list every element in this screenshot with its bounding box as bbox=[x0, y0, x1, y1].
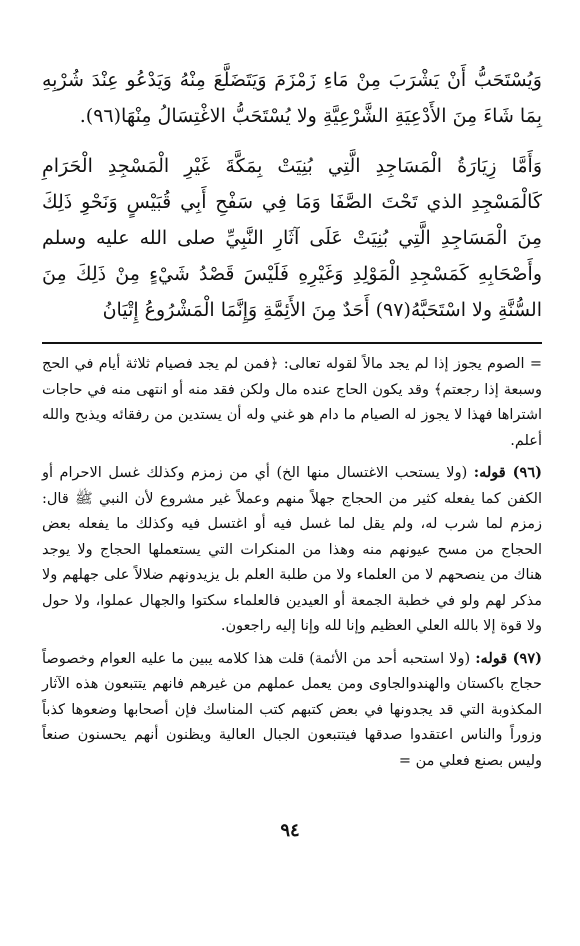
footnote-continuation: = الصوم يجوز إذا لم يجد مالاً لقوله تعالى: ﴿فمن لم يجد فصيام ثلاثة أيام في الحج وسبعة إذا رجعتم﴾ وقد يكون الحاج عنده مال ولكن فقد منه أو انتهى منه في حاجات اشتراها فهذا لا يجوز له الصيام ما دام هو غني وله أن يستدين من رفقائه ويذبح والله أعلم. bbox=[42, 356, 542, 449]
footnote-divider bbox=[42, 342, 542, 344]
main-paragraph-2: وَأَمَّا زِيَارَةُ الْمَسَاجِدِ الَّتِي بُنِيَتْ بِمَكَّةَ غَيْرِ الْمَسْجِدِ الْحَرَامِ كَالْمَسْجِدِ الذي تَحْتَ الصَّفَا وَمَا فِي سَفْحِ أَبِي قُبَيْسٍ وَنَحْوِ ذَلِكَ مِنَ الْمَسَاجِدِ الَّتِي بُنِيَتْ عَلَى آثَارِ النَّبِيِّ صلى الله عليه وسلم وأَصْحَابِهِ كَمَسْجِدِ الْمَوْلِدِ وَغَيْرِهِ فَلَيْسَ قَصْدُ شَيْءٍ مِنْ ذَلِكَ مِنَ السُّنَّةِ ولا اسْتَحَبَّهُ(٩٧) أَحَدٌ مِنَ الأَئِمَّةِ وَإِنَّمَا الْمَشْرُوعُ إِتْيَانُ bbox=[42, 155, 542, 321]
footnote-97-ref: (٩٧) قوله: bbox=[475, 649, 542, 667]
footnote-96-text: (ولا يستحب الاغتسال منها الخ) أي من زمزم وكذلك غسل الاحرام أو الكفن كما يفعله كثير من الحجاج جهلاً منهم وعملاً غير مشروع لأن النبي ﷺ قال: زمزم لما شرب له، ولم يقل لما غسل فيه أو اغتسل فيه وكذلك ما يفعله بعض الحجاج من مسح عيونهم منه وهذا من المنكرات التي يستعملها الحجاج ولا يوجد هناك من ينصحهم لا من العلماء ولا من طلبة العلم بل يزيدونهم ضلالاً على جهلهم ولا مذكر لهم ولو في خطبة الجمعة أو العيدين فالعلماء سكتوا والجهال عملوا، ولا حول ولا قوة إلا بالله العلي العظيم وإنا لله وإنا إليه راجعون. bbox=[42, 465, 542, 634]
footnote-97 bbox=[42, 646, 542, 775]
page-number: ٩٤ bbox=[280, 820, 300, 841]
page-body bbox=[42, 62, 542, 774]
main-text bbox=[42, 62, 542, 328]
footnote-96-ref: (٩٦) قوله: bbox=[473, 464, 542, 481]
footnote-97-text: (ولا استحبه أحد من الأئمة) قلت هذا كلامه يبين ما عليه العوام وخصوصاً حجاج باكستان والهندوالجاوى ومن يعمل عملهم من غيرهم فانهم يتتبعون هذه الآثار المكذوبة التي قد يجدونها في بعض كتبهم كتب المناسك فإن أصحابها وضعوها كذباً وزوراً والناس اعتقدوا صدقها فيتتبعون الجبال العالية ويظنون أنهم يحسنون صنعاً وليس بصنع فعلي من = bbox=[42, 650, 542, 769]
footnotes bbox=[42, 352, 542, 774]
footnote-96 bbox=[42, 460, 542, 640]
main-paragraph-1: وَيُسْتَحَبُّ أَنْ يَشْرَبَ مِنْ مَاءِ زَمْزَمَ وَيَتَضَلَّعَ مِنْهُ وَيَدْعُو عِنْدَ شُرْبِهِ بِمَا شَاءَ مِنَ الأَدْعِيَةِ الشَّرْعِيَّةِ ولا يُسْتَحَبُّ الاغْتِسَالُ مِنْهَا(٩٦). bbox=[42, 69, 542, 127]
